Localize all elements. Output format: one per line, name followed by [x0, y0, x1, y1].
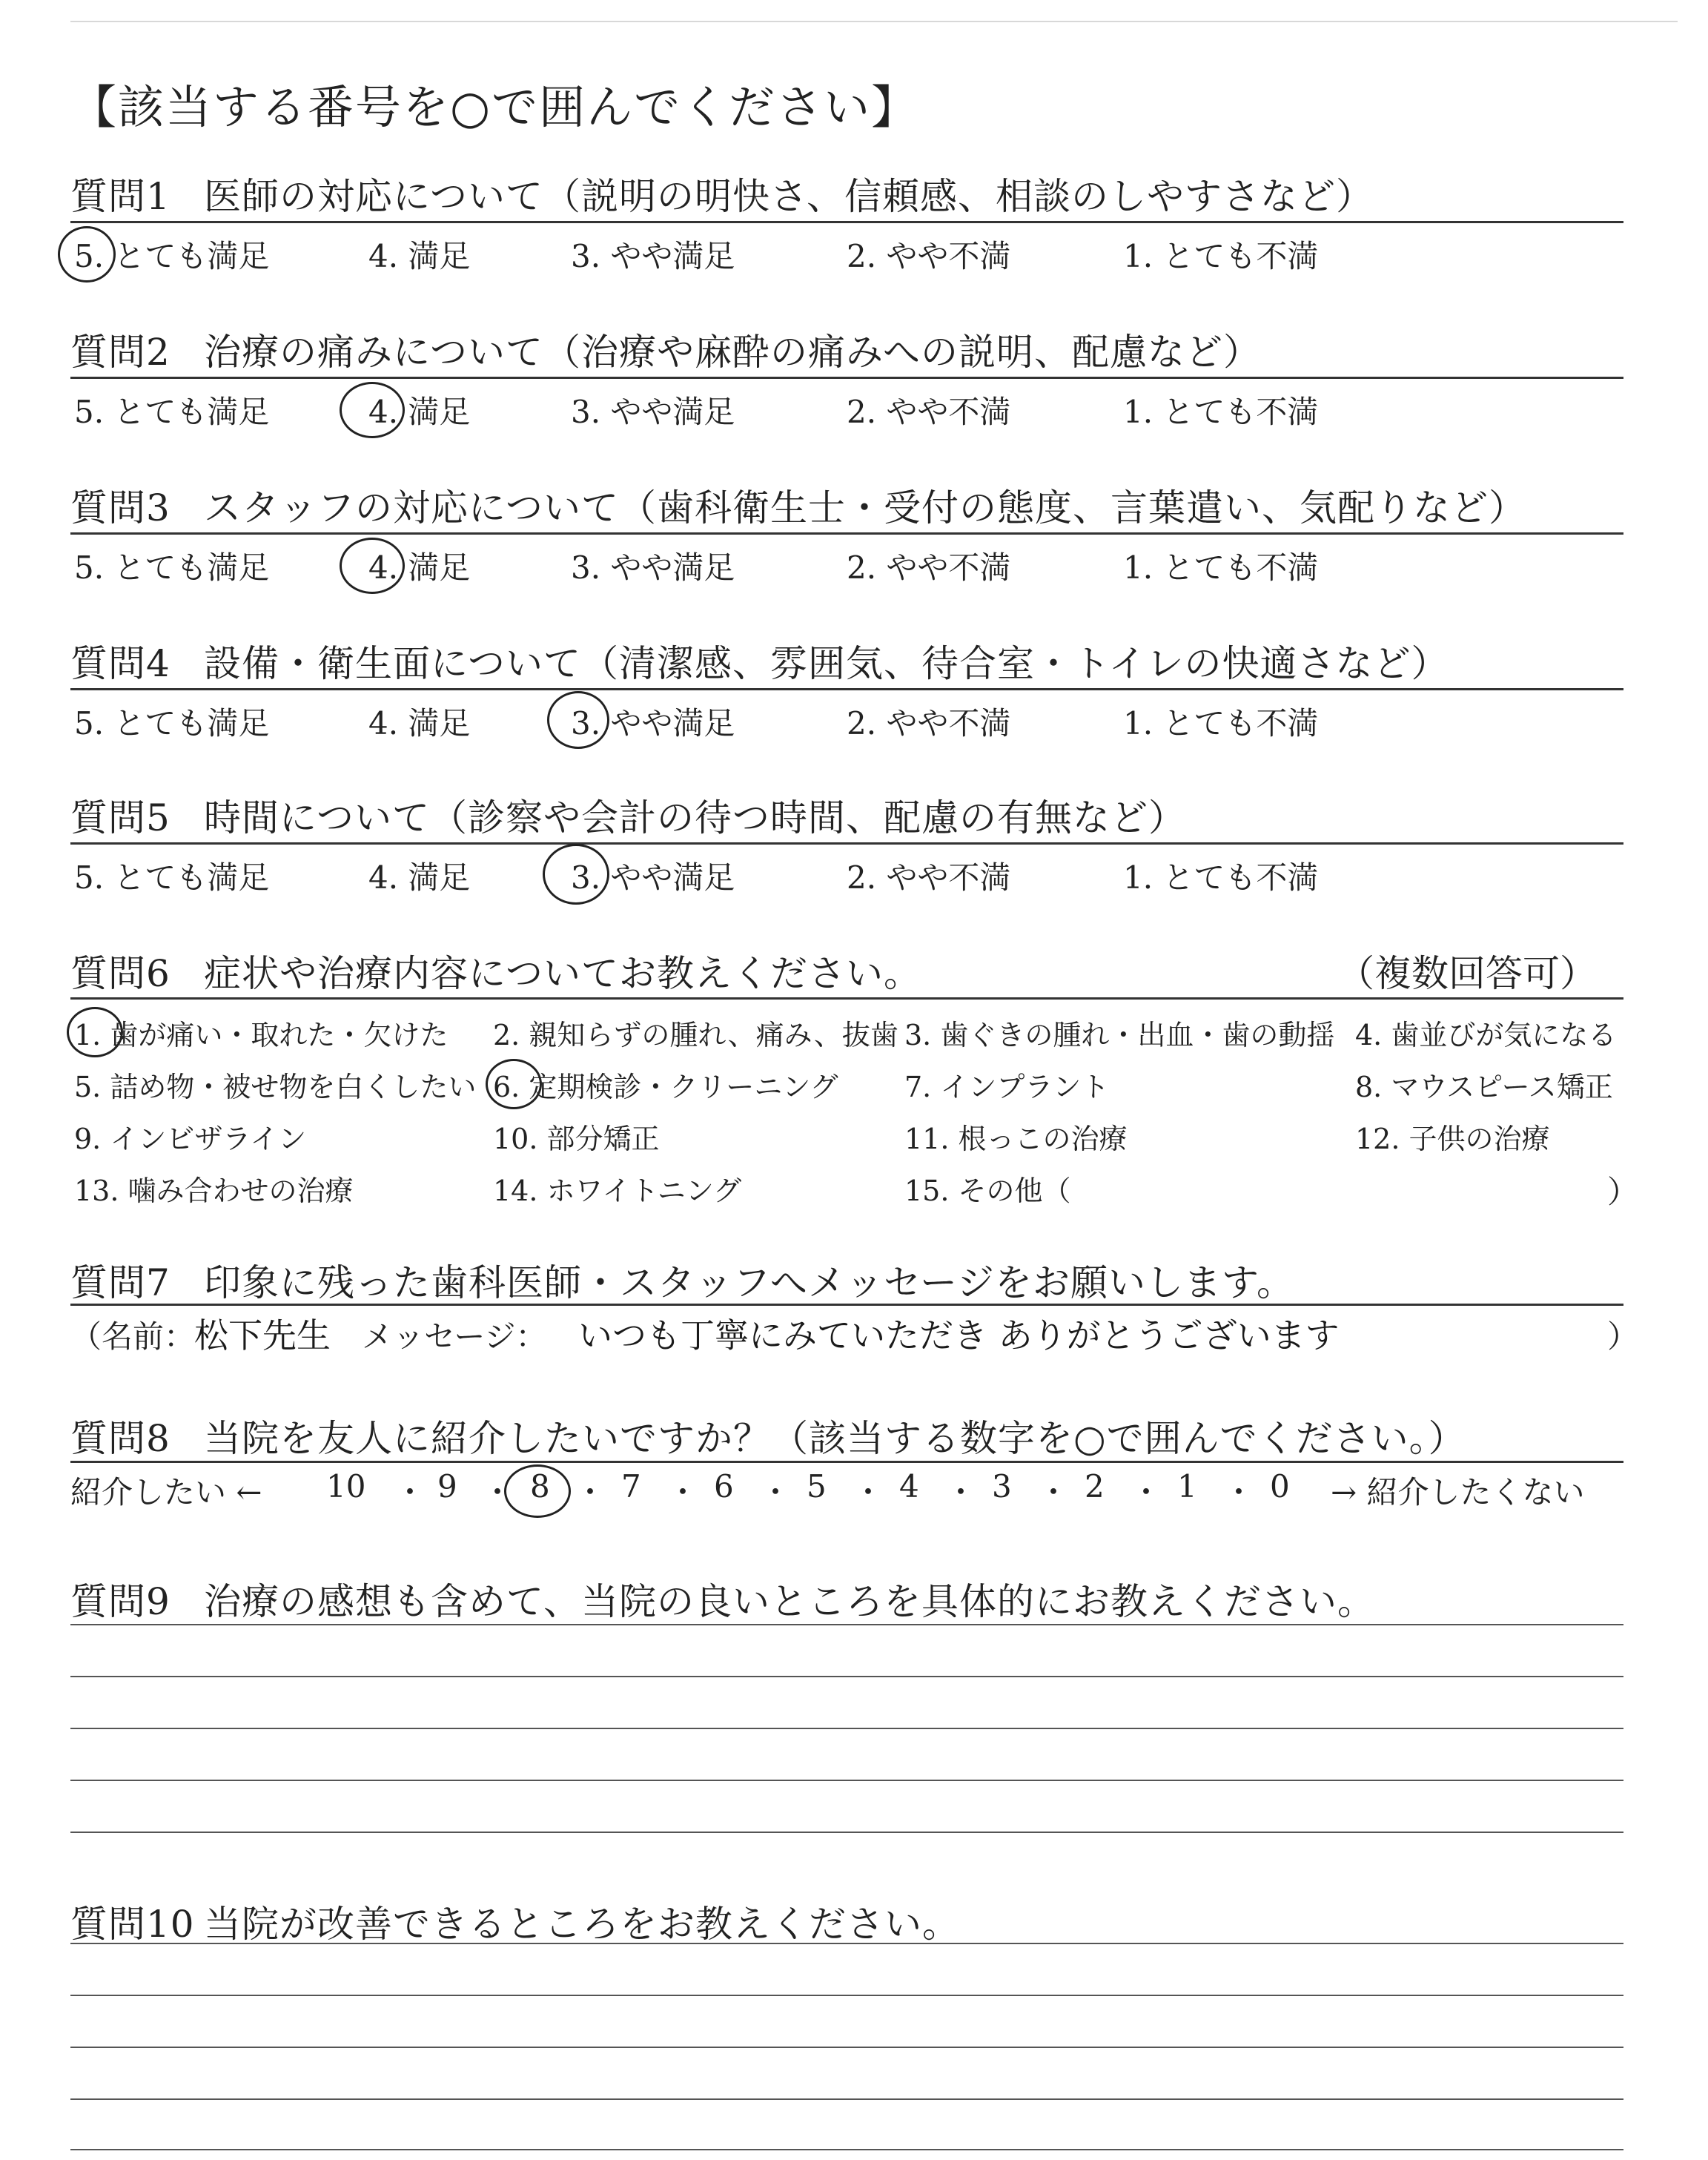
q8-right-label: → 紹介したくない	[1331, 1474, 1585, 1510]
q4-option-3[interactable]: 3. やや満足	[571, 705, 735, 742]
question-5-rule	[70, 842, 1623, 845]
question-7-rule	[70, 1304, 1623, 1306]
question-6-label: 質問6	[70, 952, 171, 995]
question-5-heading	[70, 788, 1186, 842]
question-3-rule	[70, 532, 1623, 535]
q8-separator: ・	[1131, 1474, 1162, 1510]
q2-option-3[interactable]: 3. やや満足	[571, 394, 735, 430]
question-3-heading	[70, 478, 1526, 532]
question-10-label: 質問10	[70, 1903, 195, 1946]
question-2-text: 治療の痛みについて（治療や麻酔の痛みへの説明、配慮など）	[204, 331, 1261, 374]
question-6-heading	[70, 944, 921, 997]
q4-option-1[interactable]: 1. とても不満	[1123, 705, 1319, 742]
question-1-heading	[70, 167, 1374, 220]
q8-separator: ・	[1038, 1474, 1070, 1510]
q6-multiple-answers-note: （複数回答可）	[1337, 952, 1597, 995]
q6-other-close-paren: ）	[1607, 1174, 1639, 1210]
q7-close-paren: ）	[1607, 1318, 1639, 1355]
q9-answer-line[interactable]	[70, 1832, 1623, 1833]
question-9-label: 質問9	[70, 1580, 171, 1623]
q6-option-11[interactable]: 11. 根っこの治療	[904, 1123, 1128, 1155]
question-2-rule	[70, 377, 1623, 379]
question-6-rule	[70, 997, 1623, 1000]
q8-separator: ・	[1223, 1474, 1255, 1510]
question-2-label: 質問2	[70, 331, 171, 374]
q5-selection-circle	[543, 844, 609, 905]
q6-option-14[interactable]: 14. ホワイトニング	[493, 1175, 742, 1207]
question-4-rule	[70, 688, 1623, 690]
q4-selection-circle	[547, 691, 609, 749]
q6-option-15[interactable]: 15. その他（	[904, 1175, 1071, 1207]
q7-name-label: （名前：	[70, 1318, 196, 1355]
question-10-heading	[70, 1895, 960, 1948]
q6-option-3[interactable]: 3. 歯ぐきの腫れ・出血・歯の動揺	[904, 1019, 1335, 1051]
q2-option-5[interactable]: 5. とても満足	[74, 394, 270, 430]
q8-scale-3[interactable]: 3	[992, 1468, 1012, 1505]
q8-selection-circle	[504, 1464, 571, 1518]
q2-selection-circle	[340, 382, 405, 438]
question-1-text: 医師の対応について（説明の明快さ、信頼感、相談のしやすさなど）	[204, 175, 1374, 218]
q6-option-13[interactable]: 13. 噛み合わせの治療	[74, 1175, 354, 1207]
q8-separator: ・	[394, 1474, 426, 1510]
q1-option-4[interactable]: 4. 満足	[368, 238, 471, 274]
question-3-label: 質問3	[70, 486, 171, 529]
q6-option-7[interactable]: 7. インプラント	[904, 1071, 1110, 1103]
question-7-label: 質問7	[70, 1261, 171, 1304]
q1-option-5[interactable]: 5. とても満足	[74, 238, 270, 274]
question-2-heading	[70, 323, 1261, 376]
q8-scale-4[interactable]: 4	[899, 1468, 919, 1505]
question-8-text: 当院を友人に紹介したいですか？（該当する数字を○で囲んでください。）	[204, 1417, 1466, 1460]
q3-selection-circle	[340, 538, 405, 594]
q3-option-4[interactable]: 4. 満足	[368, 549, 471, 586]
question-5-text: 時間について（診察や会計の待つ時間、配慮の有無など）	[204, 796, 1186, 839]
q8-left-label: 紹介したい ←	[70, 1474, 262, 1510]
q9-answer-line[interactable]	[70, 1624, 1623, 1625]
q4-option-2[interactable]: 2. やや不満	[847, 705, 1011, 742]
q3-option-3[interactable]: 3. やや満足	[571, 549, 735, 586]
q9-answer-line[interactable]	[70, 1728, 1623, 1729]
q6-selection-circle-1	[67, 1007, 123, 1057]
q3-option-5[interactable]: 5. とても満足	[74, 549, 270, 586]
q5-option-2[interactable]: 2. やや不満	[847, 859, 1011, 896]
q8-recommend-scale	[70, 1468, 1623, 1513]
q3-option-2[interactable]: 2. やや不満	[847, 549, 1011, 586]
q6-option-4[interactable]: 4. 歯並びが気になる	[1355, 1019, 1617, 1051]
page-title: 【該当する番号を○で囲んでください】	[70, 80, 919, 134]
question-4-heading	[70, 634, 1449, 687]
q8-separator: ・	[853, 1474, 884, 1510]
q6-option-2[interactable]: 2. 親知らずの腫れ、痛み、抜歯	[493, 1019, 898, 1051]
q10-answer-line[interactable]	[70, 2047, 1623, 2048]
q2-option-4[interactable]: 4. 満足	[368, 394, 471, 430]
q8-separator: ・	[760, 1474, 792, 1510]
q7-name-handwritten[interactable]: 松下先生	[194, 1315, 331, 1355]
q1-selection-circle	[58, 226, 116, 283]
q5-option-4[interactable]: 4. 満足	[368, 859, 471, 896]
question-3-text: スタッフの対応について（歯科衛生士・受付の態度、言葉遣い、気配りなど）	[204, 486, 1526, 529]
question-9-heading	[70, 1572, 1375, 1625]
question-8-rule	[70, 1461, 1623, 1463]
q7-message-label: メッセージ：	[362, 1318, 547, 1355]
question-1-rule	[70, 221, 1623, 223]
q8-scale-1[interactable]: 1	[1177, 1468, 1197, 1505]
q8-scale-5[interactable]: 5	[807, 1468, 827, 1505]
q6-option-1[interactable]: 1. 歯が痛い・取れた・欠けた	[74, 1019, 448, 1051]
q6-option-6[interactable]: 6. 定期検診・クリーニング	[493, 1071, 838, 1103]
q8-scale-0[interactable]: 0	[1270, 1468, 1290, 1505]
q6-option-12[interactable]: 12. 子供の治療	[1355, 1123, 1550, 1155]
q8-scale-10[interactable]: 10	[326, 1468, 366, 1505]
q8-scale-2[interactable]: 2	[1085, 1468, 1105, 1505]
q2-option-1[interactable]: 1. とても不満	[1123, 394, 1319, 430]
q10-answer-line[interactable]	[70, 1995, 1623, 1996]
q3-option-1[interactable]: 1. とても不満	[1123, 549, 1319, 586]
question-5-label: 質問5	[70, 796, 171, 839]
question-8-label: 質問8	[70, 1417, 171, 1460]
q9-answer-line[interactable]	[70, 1676, 1623, 1677]
q6-option-9[interactable]: 9. インビザライン	[74, 1123, 307, 1155]
q9-answer-line[interactable]	[70, 1780, 1623, 1781]
question-10-text: 当院が改善できるところをお教えください。	[204, 1903, 960, 1946]
q4-option-5[interactable]: 5. とても満足	[74, 705, 270, 742]
q10-answer-line[interactable]	[70, 2098, 1623, 2100]
question-7-text: 印象に残った歯科医師・スタッフへメッセージをお願いします。	[204, 1261, 1294, 1304]
top-border-line	[70, 21, 1678, 22]
q4-option-4[interactable]: 4. 満足	[368, 705, 471, 742]
q10-answer-line[interactable]	[70, 1943, 1623, 1944]
q2-option-2[interactable]: 2. やや不満	[847, 394, 1011, 430]
q6-option-5[interactable]: 5. 詰め物・被せ物を白くしたい	[74, 1071, 477, 1103]
q8-separator: ・	[945, 1474, 977, 1510]
q8-separator: ・	[482, 1474, 514, 1510]
question-6-text: 症状や治療内容についてお教えください。	[204, 952, 921, 995]
q10-answer-line[interactable]	[70, 2149, 1623, 2150]
q1-option-3[interactable]: 3. やや満足	[571, 238, 735, 274]
q6-option-8[interactable]: 8. マウスピース矯正	[1355, 1071, 1613, 1103]
q8-scale-8[interactable]: 8	[530, 1468, 550, 1505]
question-4-label: 質問4	[70, 642, 171, 685]
question-8-heading	[70, 1409, 1466, 1462]
q5-option-5[interactable]: 5. とても満足	[74, 859, 270, 896]
q8-scale-7[interactable]: 7	[621, 1468, 641, 1505]
question-4-text: 設備・衛生面について（清潔感、雰囲気、待合室・トイレの快適さなど）	[204, 642, 1449, 685]
q8-scale-6[interactable]: 6	[714, 1468, 734, 1505]
question-9-text: 治療の感想も含めて、当院の良いところを具体的にお教えください。	[204, 1580, 1375, 1623]
q1-option-1[interactable]: 1. とても不満	[1123, 238, 1319, 274]
q5-option-3[interactable]: 3. やや満足	[571, 859, 735, 896]
q8-separator: ・	[667, 1474, 699, 1510]
q8-scale-9[interactable]: 9	[437, 1468, 457, 1505]
question-7-heading	[70, 1253, 1294, 1307]
q6-selection-circle-6	[486, 1059, 542, 1109]
q1-option-2[interactable]: 2. やや不満	[847, 238, 1011, 274]
q6-option-10[interactable]: 10. 部分矯正	[493, 1123, 660, 1155]
question-1-label: 質問1	[70, 175, 171, 218]
q7-message-handwritten[interactable]: いつも丁寧にみていただき ありがとうございます	[578, 1315, 1340, 1355]
q5-option-1[interactable]: 1. とても不満	[1123, 859, 1319, 896]
q8-separator: ・	[575, 1474, 606, 1510]
